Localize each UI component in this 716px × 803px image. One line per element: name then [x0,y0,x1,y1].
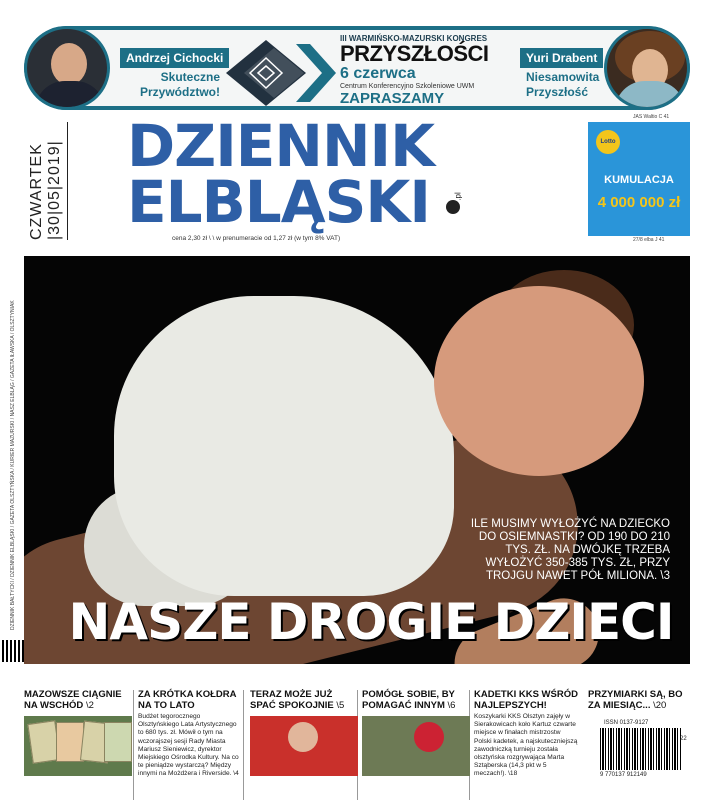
ean-number: 9 770137 912149 [600,772,647,778]
lotto-star-icon: Lotto [596,130,620,154]
right-speaker-tagline: Niesamowita Przyszłość [526,70,600,99]
lotto-jackpot-box[interactable] [588,122,690,236]
teaser-4[interactable]: POMÓGŁ SOBIE, BY POMAGAĆ INNYM \6 [362,690,470,800]
woman-photo [250,716,358,776]
left-speaker-tagline: Skuteczne Przywództwo! [140,70,220,99]
price-line: cena 2,30 zł \ \ w prenumeracie od 1,27 zł (w tym 8% VAT) [172,235,341,242]
event-banner[interactable] [24,26,690,110]
qr-code-icon[interactable] [2,640,24,662]
maze-logo-icon [226,40,336,106]
barcode-icon [600,728,682,770]
right-speaker-name: Yuri Drabent [520,48,603,68]
baby-gown [114,296,454,596]
event-info: III WARMIŃSKO-MAZURSKI KONGRES PRZYSZŁOŚCI 6 czerwca Centrum Konferencyjno Szkoleniowe UWM ZAPRASZAMY [340,34,489,107]
baby-head [434,286,644,476]
teaser-5[interactable]: KADETKI KKS WŚRÓD NAJLEPSZYCH! Koszykarki KKS Olsztyn zajęły w Sierakowicach koło Kartuz czwarte miejsce w finałach mistrzostw Polski kadetek, a najskuteczniejszą zawodniczką turnieju została olsztyńska rozgrywająca Marta Sztąberska (14,3 pkt w 5 meczach!). \18 [474,689,578,778]
left-speaker-photo [24,26,110,110]
domain-dot-icon [446,200,460,214]
teaser-1[interactable]: MAZOWSZE CIĄGNIE NA WSCHÓD \2 [24,690,134,800]
lotto-small-top: JAS Waltio C 41 [633,114,670,120]
teaser-6[interactable]: PRZYMIARKI SĄ, BO ZA MIESIĄC... \20 [588,689,683,711]
teaser-2[interactable]: ZA KRÓTKA KOŁDRA NA TO LATO Budżet tegorocznego Olsztyńskiego Lata Artystycznego to 680 tys. zł. Mówił o tym na wczorajszej sesji Rady Miasta Mariusz Sieniewicz, dyrektor Miejskiego Ośrodka Kultury. Na co te pieniądze wystarczą? Między innymi na Możdżera i Riverside. \4 [138,690,244,800]
cover-photo[interactable] [24,256,690,664]
right-speaker-photo [604,26,690,110]
cover-headline[interactable]: NASZE DROGIE DZIECI [68,593,674,651]
side-strip: DZIENNIK BAŁTYCKI / DZIENNIK ELBLĄSKI / GAZETA OLSZTYŃSKA / KURIER MAZURSKI / NASZ ELBLĄG / GAZETA IŁAWSKA / OLSZTYNIAK [10,300,16,630]
newspaper-title[interactable]: DZIENNIK ELBLĄSKI [127,112,435,236]
lotto-amount: 4 000 000 zł [597,194,681,211]
banner-inner [30,30,684,106]
money-photo [24,716,132,776]
teaser-3[interactable]: TERAZ MOŻE JUŻ SPAĆ SPOKOJNIE \5 [250,690,358,800]
cover-caption: ILE MUSIMY WYŁOŻYĆ NA DZIECKO DO OSIEMNASTKI? OD 190 DO 210 TYS. ZŁ. NA DWÓJKĘ TRZEBA WYŁOŻYĆ 350-385 TYS. ZŁ, PRZY TROJGU NAWET PÓŁ MILIONA. \3 [470,518,670,582]
lotto-small-bottom: 27/8 elba J 41 [633,237,665,243]
left-speaker-name: Andrzej Cichocki [120,48,229,68]
issn-number: ISSN 0137-9127 [604,720,649,726]
domain-suffix: .pl [453,192,463,201]
issue-date: CZWARTEK |30|05|2019| [28,122,68,240]
issue-number: 22 [680,736,687,742]
lotto-label: KUMULACJA [604,174,674,186]
cyclist-photo [362,716,470,776]
